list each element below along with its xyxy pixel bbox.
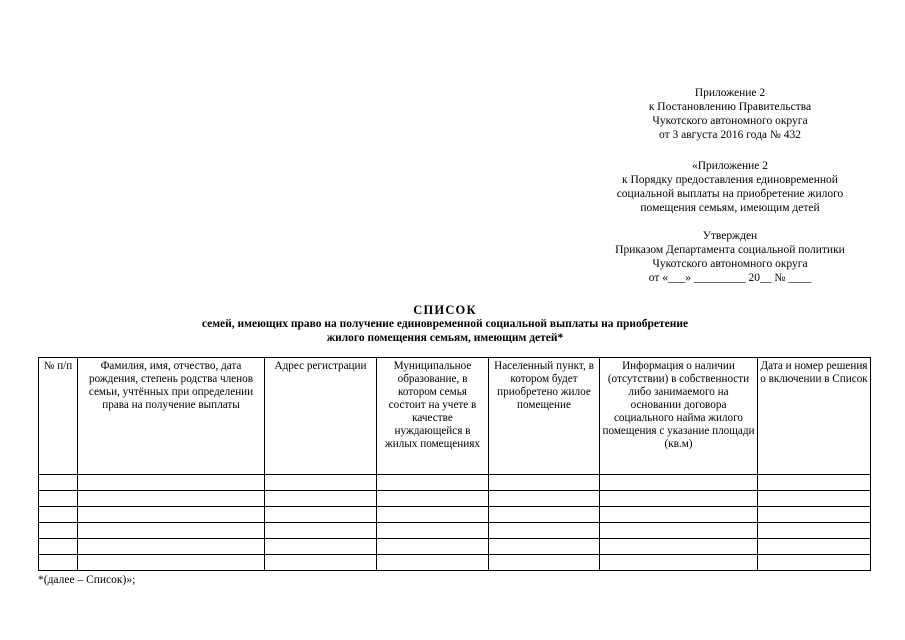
- table-cell: [377, 539, 489, 555]
- table-cell: [78, 475, 265, 491]
- table-cell: [78, 491, 265, 507]
- approval-line: от «___» _________ 20__ № ____: [648, 272, 812, 284]
- table-cell: [489, 507, 600, 523]
- table-row: [39, 491, 871, 507]
- table-cell: [758, 523, 871, 539]
- approval-line: Приказом Департамента социальной политики: [615, 244, 845, 256]
- table-cell: [78, 555, 265, 571]
- table-cell: [78, 539, 265, 555]
- table-cell: [758, 539, 871, 555]
- appendix-line: Приложение 2: [694, 87, 766, 99]
- table-cell: [265, 491, 377, 507]
- table-cell: [39, 491, 78, 507]
- table-cell: [78, 507, 265, 523]
- order-appendix-line: «Приложение 2: [691, 160, 769, 172]
- order-appendix-line: социальной выплаты на приобретение жилого: [616, 188, 844, 200]
- table-cell: [39, 523, 78, 539]
- family-list-table: [38, 357, 871, 571]
- list-title: [20, 303, 870, 345]
- table-row: [39, 555, 871, 571]
- column-header-municipality: Муниципальное образование, в котором семья состоит на учете в качестве нуждающейся в жилых помещениях: [377, 358, 489, 475]
- table-cell: [600, 491, 758, 507]
- table-cell: [758, 475, 871, 491]
- table-cell: [377, 507, 489, 523]
- table-header-row: [39, 358, 871, 475]
- footnote: *(далее – Список)»;: [38, 574, 136, 586]
- approval-block: [590, 229, 870, 285]
- table-cell: [377, 523, 489, 539]
- table-cell: [600, 555, 758, 571]
- table-cell: [39, 507, 78, 523]
- table-cell: [758, 491, 871, 507]
- order-appendix-line: помещения семьям, имеющим детей: [640, 202, 820, 214]
- table-cell: [489, 491, 600, 507]
- list-title-main: СПИСОК: [413, 303, 477, 317]
- table-cell: [489, 539, 600, 555]
- table-cell: [377, 555, 489, 571]
- table-row: [39, 507, 871, 523]
- appendix-reference: [590, 86, 870, 142]
- appendix-line: к Постановлению Правительства: [648, 101, 812, 113]
- appendix-line: от 3 августа 2016 года № 432: [658, 129, 802, 141]
- column-header-family-members: Фамилия, имя, отчество, дата рождения, степень родства членов семьи, учтённых при определении права на получение выплаты: [78, 358, 265, 475]
- list-title-subtitle: жилого помещения семьям, имеющим детей*: [326, 332, 564, 344]
- table-cell: [265, 523, 377, 539]
- table-cell: [758, 507, 871, 523]
- table-cell: [600, 507, 758, 523]
- order-appendix-line: к Порядку предоставления единовременной: [622, 174, 838, 186]
- table-cell: [265, 507, 377, 523]
- table-cell: [600, 475, 758, 491]
- column-header-housing-info: Информация о наличии (отсутствии) в собственности либо занимаемого на основании договора социального найма жилого помещения с указание площади (кв.м): [600, 358, 758, 475]
- table-row: [39, 475, 871, 491]
- table-cell: [78, 523, 265, 539]
- table-cell: [600, 523, 758, 539]
- table-cell: [489, 555, 600, 571]
- column-header-decision: Дата и номер решения о включении в Список: [758, 358, 871, 475]
- table-cell: [39, 539, 78, 555]
- approval-line: Утвержден: [702, 230, 758, 242]
- table-cell: [265, 475, 377, 491]
- approval-line: Чукотского автономного округа: [652, 258, 808, 270]
- column-header-number: № п/п: [39, 358, 78, 475]
- column-header-registration-address: Адрес регистрации: [265, 358, 377, 475]
- table-cell: [265, 555, 377, 571]
- table-cell: [39, 475, 78, 491]
- table-body: [39, 475, 871, 571]
- table-row: [39, 523, 871, 539]
- table-cell: [377, 491, 489, 507]
- appendix-line: Чукотского автономного округа: [652, 115, 808, 127]
- table-cell: [758, 555, 871, 571]
- order-appendix-reference: [590, 159, 870, 215]
- table-row: [39, 539, 871, 555]
- table-cell: [377, 475, 489, 491]
- table-cell: [489, 523, 600, 539]
- column-header-settlement: Населенный пункт, в котором будет приобретено жилое помещение: [489, 358, 600, 475]
- list-title-subtitle: семей, имеющих право на получение единовременной социальной выплаты на приобретение: [201, 318, 689, 330]
- table-cell: [600, 539, 758, 555]
- table-cell: [489, 475, 600, 491]
- table-cell: [39, 555, 78, 571]
- table-cell: [265, 539, 377, 555]
